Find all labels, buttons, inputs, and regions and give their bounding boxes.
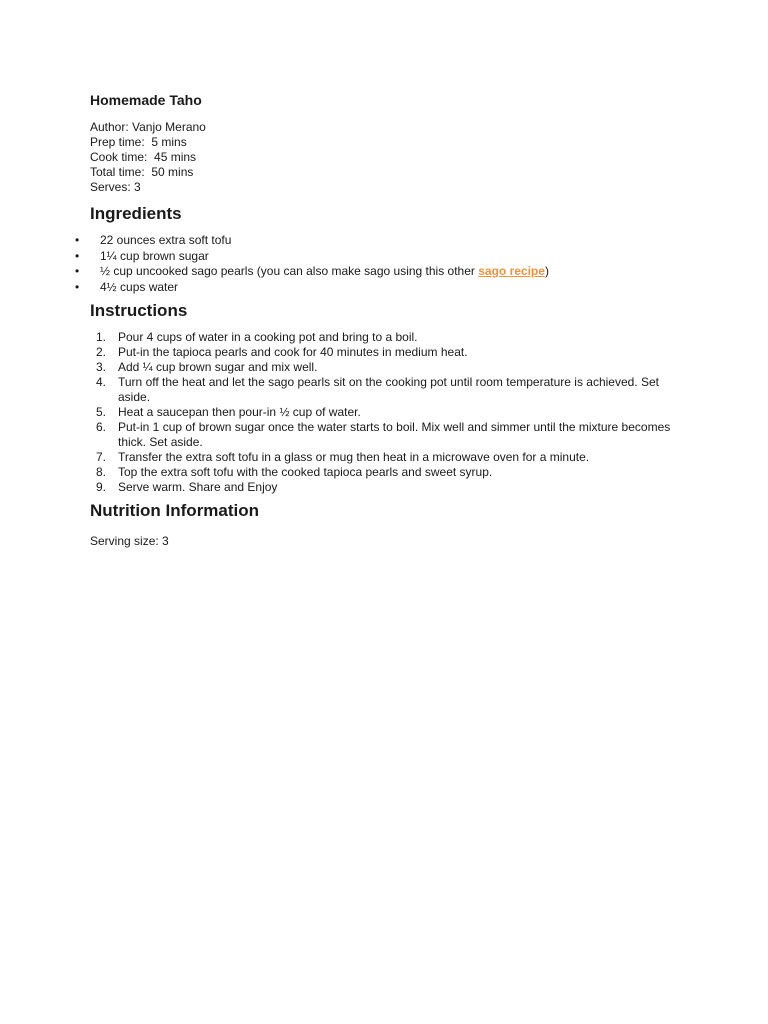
list-item bbox=[90, 345, 690, 360]
step-number: 1. bbox=[96, 330, 107, 344]
list-item bbox=[90, 450, 690, 465]
ingredients-list bbox=[75, 233, 690, 295]
step-text: Put-in 1 cup of brown sugar once the water starts to boil. Mix well and simmer until the mixture becomes thick. Set aside. bbox=[118, 420, 671, 449]
nutrition-heading: Nutrition Information bbox=[90, 501, 260, 520]
prep-time-line: Prep time: 5 mins bbox=[90, 135, 187, 149]
step-number: 9. bbox=[96, 480, 107, 494]
step-number: 3. bbox=[96, 360, 107, 374]
step-text: Turn off the heat and let the sago pearls sit on the cooking pot until room temperature is achieved. Set aside. bbox=[118, 375, 659, 404]
step-text: Top the extra soft tofu with the cooked tapioca pearls and sweet syrup. bbox=[118, 465, 493, 479]
step-number: 4. bbox=[96, 375, 107, 389]
step-number: 5. bbox=[96, 405, 107, 419]
bullet-icon: • bbox=[75, 233, 80, 247]
list-item bbox=[90, 375, 690, 405]
serving-size: Serving size: 3 bbox=[90, 534, 169, 548]
bullet-icon: • bbox=[75, 279, 80, 294]
total-time-line: Total time: 50 mins bbox=[90, 165, 194, 179]
bullet-icon: • bbox=[75, 264, 80, 278]
list-item bbox=[90, 330, 690, 345]
list-item bbox=[90, 360, 690, 375]
serves-line: Serves: 3 bbox=[90, 180, 141, 194]
step-number: 8. bbox=[96, 465, 107, 479]
recipe-title: Homemade Taho bbox=[90, 92, 202, 108]
instructions-list bbox=[90, 330, 690, 495]
step-text: Put-in the tapioca pearls and cook for 40 minutes in medium heat. bbox=[118, 345, 468, 359]
step-number: 7. bbox=[96, 450, 107, 464]
sago-recipe-link[interactable]: sago recipe bbox=[478, 264, 545, 278]
bullet-icon: • bbox=[75, 248, 80, 263]
list-item bbox=[75, 233, 690, 249]
ingredient-text: ½ cup uncooked sago pearls (you can also make sago using this other bbox=[100, 264, 479, 278]
recipe-meta bbox=[90, 120, 690, 195]
ingredients-heading: Ingredients bbox=[90, 204, 182, 223]
list-item bbox=[90, 465, 690, 480]
cook-time-line: Cook time: 45 mins bbox=[90, 150, 197, 164]
step-number: 2. bbox=[96, 345, 107, 359]
link-suffix: ) bbox=[544, 264, 549, 278]
step-text: Heat a saucepan then pour-in ½ cup of water. bbox=[118, 405, 361, 419]
list-item bbox=[75, 248, 690, 265]
ingredient-text: 4½ cups water bbox=[100, 279, 179, 294]
instructions-heading: Instructions bbox=[90, 301, 188, 320]
ingredient-text: 1¼ cup brown sugar bbox=[100, 248, 209, 263]
step-text: Transfer the extra soft tofu in a glass or mug then heat in a microwave oven for a minute. bbox=[118, 450, 590, 464]
step-number: 6. bbox=[96, 420, 107, 434]
step-text: Add ¼ cup brown sugar and mix well. bbox=[118, 360, 318, 374]
list-item bbox=[90, 405, 690, 420]
list-item bbox=[75, 264, 690, 280]
author-line: Author: Vanjo Merano bbox=[90, 120, 206, 134]
list-item bbox=[75, 279, 690, 296]
step-text: Pour 4 cups of water in a cooking pot and bring to a boil. bbox=[118, 330, 418, 344]
ingredient-text: 22 ounces extra soft tofu bbox=[100, 233, 232, 247]
recipe-document bbox=[75, 92, 690, 549]
step-text: Serve warm. Share and Enjoy bbox=[118, 480, 278, 494]
list-item bbox=[90, 420, 690, 450]
list-item bbox=[90, 480, 690, 495]
